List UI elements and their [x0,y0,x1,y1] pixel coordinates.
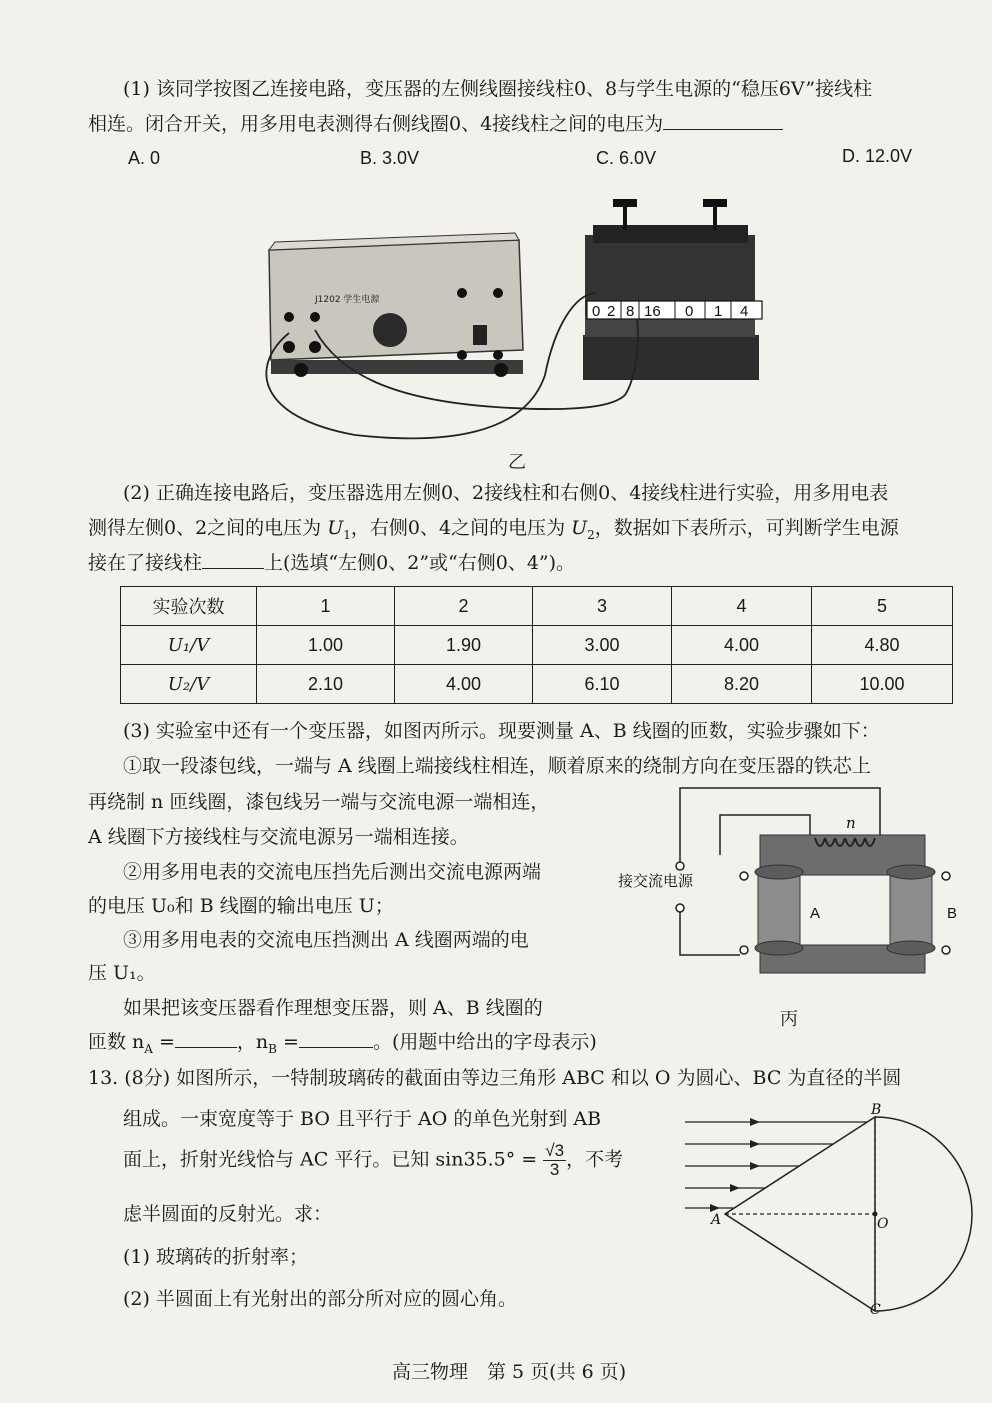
q12-part3-final-line1: 如果把该变压器看作理想变压器，则 A、B 线圈的 [123,997,543,1019]
terminal-label: 16 [644,303,661,320]
q12-part1-line2: 相连。闭合开关，用多用电表测得右侧线圈0、4接线柱之间的电压为 [88,113,783,135]
table-header-cell: 4 [672,587,812,626]
table-header-cell: 3 [533,587,672,626]
table-row-header: U₂/V [121,665,257,704]
terminal-label: 0 [592,303,601,320]
figure-bing-caption: 丙 [780,1009,798,1030]
figure-bing-transformer [610,780,980,1015]
answer-blank-part1 [663,129,783,130]
table-cell: 1.90 [395,626,533,665]
q12-part2-line1: (2) 正确连接电路后，变压器选用左侧0、2接线柱和右侧0、4接线柱进行实验，用多用电表 [123,482,889,504]
q12-part3-step1-line3: A 线圈下方接线柱与交流电源另一端相连接。 [88,826,469,848]
table-cell: 3.00 [533,626,672,665]
q12-part2-line2: 测得左侧0、2之间的电压为 $U_1$，右侧0、4之间的电压为 $U_2$，数据如下表所示，可判断学生电源 [88,517,899,542]
table-cell: 8.20 [672,665,812,704]
table-header-cell: 实验次数 [121,587,257,626]
table-cell: 4.80 [812,626,953,665]
table-cell: 4.00 [395,665,533,704]
terminal-label: 8 [626,303,635,320]
q13-line2: 组成。一束宽度等于 BO 且平行于 AO 的单色光射到 AB [123,1108,602,1130]
table-cell: 1.00 [257,626,395,665]
q13-question2: (2) 半圆面上有光射出的部分所对应的圆心角。 [123,1288,517,1310]
table-cell: 2.10 [257,665,395,704]
q13-line3: 面上，折射光线恰与 AC 平行。已知 sin35.5° = $\frac{√3}{3}$ ，不考 [123,1141,624,1179]
q13-question1: (1) 玻璃砖的折射率； [123,1246,308,1268]
terminal-label: 4 [740,303,749,320]
terminal-label: 0 [685,303,694,320]
point-o-label: O [877,1216,889,1232]
figure-yi-power-supply-transformer [255,195,775,440]
table-header-row [121,587,953,626]
q12-part3-intro: (3) 实验室中还有一个变压器，如图丙所示。现要测量 A、B 线圈的匝数，实验步骤如下： [123,720,880,742]
sqrt3-over-3: $\frac{√3}{3}$ [545,1141,565,1179]
winding-n-label: n [846,814,856,832]
table-row [121,665,953,704]
q12-part3-step1-line2: 再绕制 n 匝线圈，漆包线另一端与交流电源一端相连， [88,791,550,813]
coil-a-label: A [810,905,821,922]
table-header-cell: 2 [395,587,533,626]
figure-glass-prism [680,1100,975,1320]
ac-source-label: 接交流电源 [618,872,694,890]
answer-blank-part2 [202,568,264,569]
table-header-cell: 1 [257,587,395,626]
answer-blank-nb [299,1047,373,1048]
answer-blank-na [175,1047,237,1048]
point-b-label: B [871,1102,882,1118]
point-c-label: C [870,1302,881,1318]
option-d: D. 12.0V [842,146,913,166]
q12-part3-step2-line2: 的电压 U₀和 B 线圈的输出电压 U； [88,895,394,917]
voltage-data-table [120,586,953,704]
q12-part3-step1-line1: ①取一段漆包线，一端与 A 线圈上端接线柱相连，顺着原来的绕制方向在变压器的铁芯上 [123,755,871,777]
terminal-label: 2 [607,303,616,320]
q13-line1: 13. (8分) 如图所示，一特制玻璃砖的截面由等边三角形 ABC 和以 O 为圆心、BC 为直径的半圆 [88,1067,902,1089]
q12-part3-step3-line2: 压 U₁。 [88,962,156,984]
q12-part2-line3: 接在了接线柱 上(选填“左侧0、2”或“右侧0、4”)。 [88,552,576,574]
page-footer: 高三物理 第 5 页(共 6 页) [392,1361,627,1383]
table-cell: 4.00 [672,626,812,665]
q12-part3-step2-line1: ②用多用电表的交流电压挡先后测出交流电源两端 [123,861,542,883]
option-a: A. 0 [128,148,161,168]
table-cell: 10.00 [812,665,953,704]
figure-yi-caption: 乙 [508,452,526,473]
q12-part3-final-line2: 匝数 $n_A$ = ，$n_B$ = 。(用题中给出的字母表示) [88,1031,597,1056]
coil-b-label: B [947,905,958,922]
terminal-label: 1 [714,303,723,320]
q12-part1-line1: (1) 该同学按图乙连接电路，变压器的左侧线圈接线柱0、8与学生电源的“稳压6V”接线柱 [123,78,873,100]
table-cell: 6.10 [533,665,672,704]
point-a-label: A [711,1212,722,1228]
option-b: B. 3.0V [360,148,420,168]
device-label: J1202 学生电源 [315,295,380,305]
table-row-header: U₁/V [121,626,257,665]
q13-line4: 虑半圆面的反射光。求： [123,1203,333,1225]
table-header-cell: 5 [812,587,953,626]
option-c: C. 6.0V [596,148,657,168]
q12-part3-step3-line1: ③用多用电表的交流电压挡测出 A 线圈两端的电 [123,929,529,951]
table-row [121,626,953,665]
